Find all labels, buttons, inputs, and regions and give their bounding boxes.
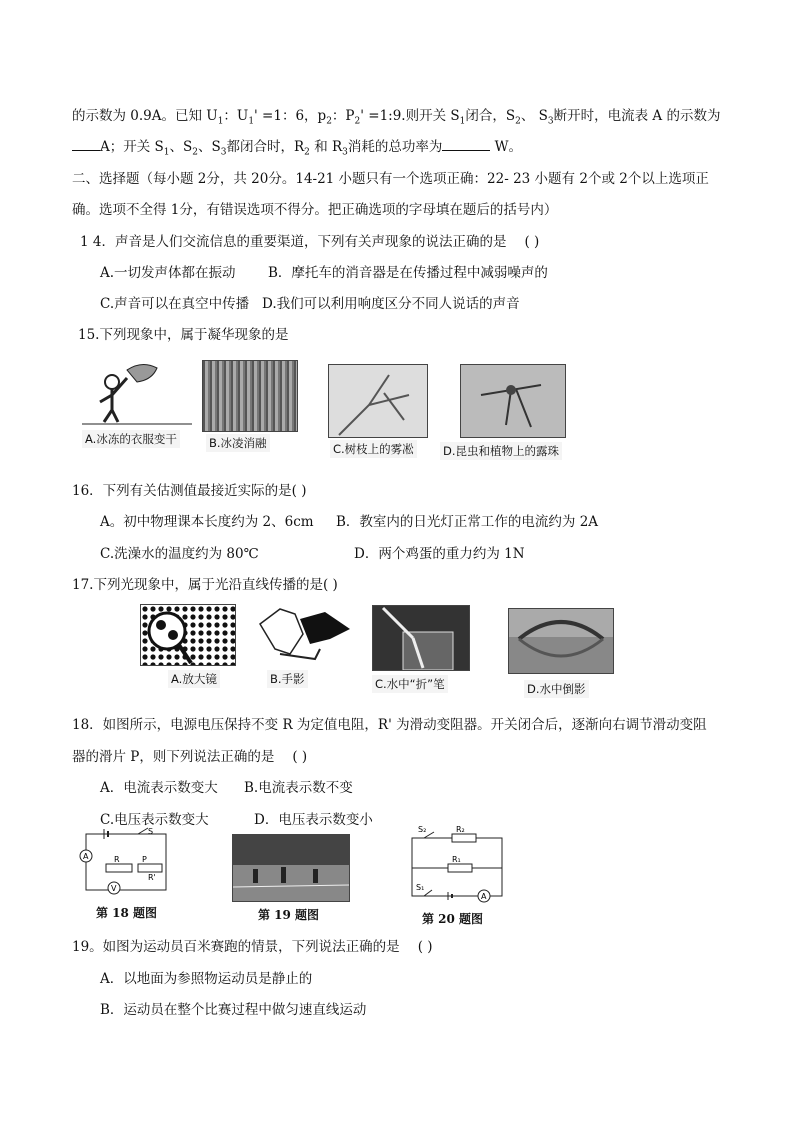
circuit-label: R'	[148, 873, 156, 882]
answer-blank[interactable]	[442, 150, 490, 151]
circuit-label: R	[114, 855, 120, 864]
q15-stem: 15.下列现象中，属于凝华现象的是	[78, 327, 289, 343]
q16-option-a: A。初中物理课本长度约为 2、6cm	[100, 514, 314, 530]
circuit-label: S₁	[416, 883, 425, 892]
rime-branch-photo	[328, 364, 428, 438]
figure-caption: B.冰凌消融	[206, 434, 270, 452]
circuit-20-diagram	[404, 824, 508, 904]
circuit-label: R₁	[452, 855, 461, 864]
q15-figure-a	[82, 360, 192, 446]
q19-option-a: A．以地面为参照物运动员是静止的	[100, 971, 313, 987]
q17-figure-c	[372, 605, 476, 693]
q18-option-c: C.电压表示数变大	[100, 812, 209, 828]
figure-caption: C.水中“折”笔	[372, 675, 448, 693]
q19-option-b: B．运动员在整个比赛过程中做匀速直线运动	[100, 1002, 367, 1018]
q15-figure-d	[440, 364, 580, 459]
section-heading: 二、选择题（每小题 2分，共 20分。14-21 小题只有一个选项正确：22- 23 小题有 2个或 2个以上选项正	[72, 171, 709, 187]
figure-caption: 第 19 题图	[258, 908, 320, 922]
intro-line-1: 的示数为 0.9A。已知 $U_1$：$U_1' =1$：6，$p_2$：$P_2'$ =1:9.则开关 $S_1$闭合，$S_2$、 $S_3$断开时，电流表 A 的示数为	[72, 108, 721, 127]
bridge-reflection-photo	[508, 608, 614, 674]
q14-option-a: A.一切发声体都在振动	[100, 265, 236, 281]
circuit-18-diagram	[76, 826, 176, 902]
figure-caption: A.放大镜	[168, 670, 220, 688]
answer-bracket[interactable]: ( )	[292, 749, 308, 765]
frozen-clothes-image	[82, 360, 192, 430]
figure-caption: B.手影	[267, 670, 308, 688]
q17-figure-a	[140, 604, 236, 688]
q17-figure-d	[508, 608, 616, 694]
icicles-photo	[202, 360, 298, 432]
q17-figure-b	[255, 604, 355, 688]
figure-20	[404, 824, 508, 926]
q14-option-c: C.声音可以在真空中传播	[100, 296, 250, 312]
q18-stem-1: 18．如图所示，电源电压保持不变 R 为定值电阻，R' 为滑动变阻器。开关闭合后，逐渐向右调节滑动变阻	[72, 717, 707, 733]
circuit-label: S	[148, 827, 154, 836]
q16-option-d: D．两个鸡蛋的重力约为 1N	[354, 546, 525, 562]
q19-stem: 19。如图为运动员百米赛跑的情景，下列说法正确的是 ( )	[72, 939, 433, 955]
figure-caption: C.树枝上的雾凇	[330, 440, 417, 458]
figure-caption: D.水中倒影	[524, 680, 589, 698]
figure-caption: D.昆虫和植物上的露珠	[440, 442, 562, 460]
q16-stem: 16．下列有关估测值最接近实际的是( )	[72, 483, 307, 499]
q15-figure-b	[202, 360, 298, 450]
q18-option-a: A．电流表示数变大	[100, 780, 218, 796]
q14-stem: 1 4．声音是人们交流信息的重要渠道，下列有关声现象的说法正确的是 ( )	[80, 234, 540, 250]
circuit-label: A	[83, 852, 89, 861]
q18-stem-2: 器的滑片 P，则下列说法正确的是 ( )	[72, 749, 308, 765]
hand-shadow-image	[255, 604, 353, 664]
answer-blank[interactable]	[72, 150, 100, 151]
insect-dew-photo	[460, 364, 566, 438]
answer-bracket[interactable]: ( )	[417, 939, 433, 955]
q15-figure-c	[328, 364, 438, 456]
bent-pen-photo	[372, 605, 470, 671]
circuit-label: R₂	[456, 825, 465, 834]
q14-option-d: D.我们可以利用响度区分不同人说话的声音	[262, 296, 520, 312]
q18-option-b: B.电流表示数不变	[244, 780, 353, 796]
q14-option-b: B．摩托车的消音器是在传播过程中减弱噪声的	[268, 265, 548, 281]
q16-option-b: B．教室内的日光灯正常工作的电流约为 2A	[336, 514, 599, 530]
sprint-race-photo	[232, 834, 350, 902]
figure-18	[76, 826, 176, 920]
figure-caption: 第 20 题图	[422, 912, 484, 926]
circuit-label: P	[142, 855, 147, 864]
circuit-label: A	[481, 892, 487, 901]
intro-line-2: A；开关 $S_1$、$S_2$、$S_3$都闭合时，$R_2$ 和 $R_3$消耗的总功率为 W。	[72, 135, 522, 158]
figure-caption: 第 18 题图	[96, 906, 158, 920]
circuit-label: V	[111, 884, 117, 893]
figure-caption: A.冰冻的衣服变干	[82, 430, 180, 448]
magnifier-photo	[140, 604, 236, 666]
q16-option-c: C.洗澡水的温度约为 80℃	[100, 546, 259, 562]
figure-19	[232, 834, 352, 928]
circuit-label: S₂	[418, 825, 427, 834]
answer-bracket[interactable]: ( )	[524, 234, 540, 250]
section-heading-cont: 确。选项不全得 1分，有错误选项不得分。把正确选项的字母填在题后的括号内）	[72, 202, 558, 218]
q17-stem: 17.下列光现象中，属于光沿直线传播的是( )	[72, 577, 338, 593]
q18-option-d: D．电压表示数变小	[254, 812, 373, 828]
